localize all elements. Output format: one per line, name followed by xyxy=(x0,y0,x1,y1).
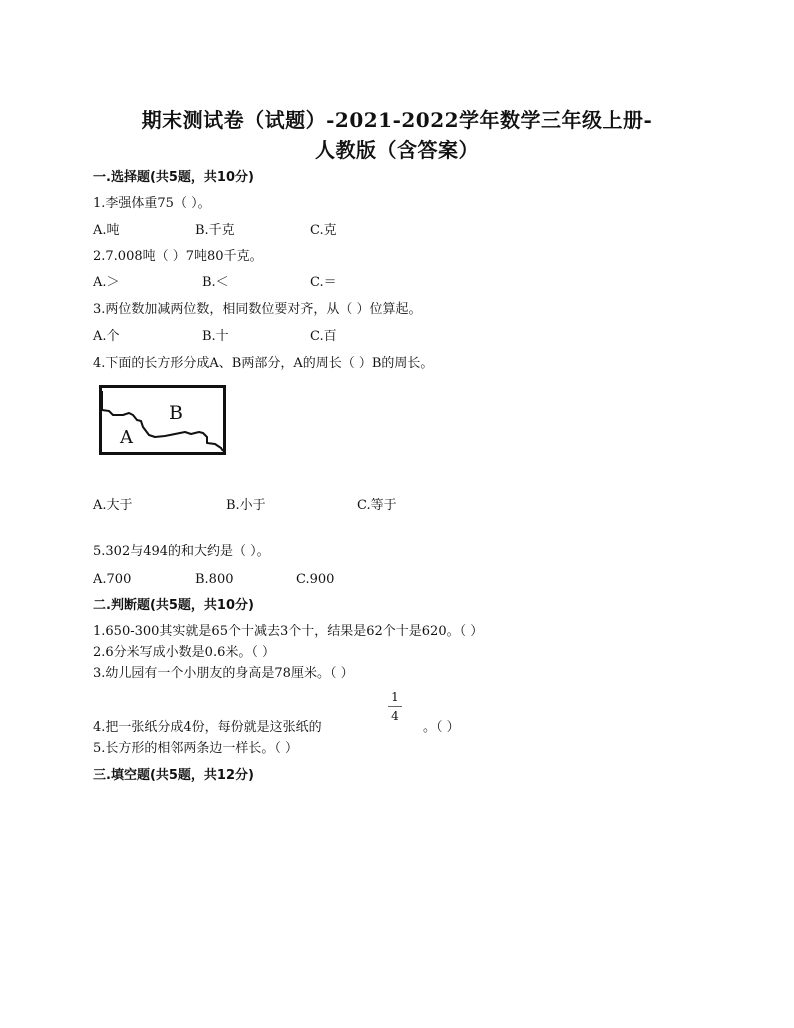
figure-label-a: A xyxy=(120,427,133,448)
fraction-bar xyxy=(388,706,402,707)
choice-3-option-a: A.个 xyxy=(93,329,120,344)
choice-3-option-c: C.百 xyxy=(310,329,337,344)
judge-question-1: 1.650-300其实就是65个十减去3个十，结果是62个十是620。（ ） xyxy=(93,624,484,639)
judge-question-4-text: 4.把一张纸分成4份，每份就是这张纸的 xyxy=(93,720,322,735)
fraction-one-quarter xyxy=(388,690,402,723)
choice-3-option-b: B.十 xyxy=(202,329,229,344)
section-heading-choice: 一.选择题(共5题，共10分) xyxy=(93,170,254,185)
choice-4-option-a: A.大于 xyxy=(93,498,133,513)
choice-4-option-c: C.等于 xyxy=(357,498,397,513)
figure-label-b: B xyxy=(169,402,183,424)
choice-4-option-b: B.小于 xyxy=(226,498,266,513)
judge-question-2: 2.6分米写成小数是0.6米。（ ） xyxy=(93,645,275,660)
choice-2-option-c: C.＝ xyxy=(310,275,337,290)
rectangle-division-figure xyxy=(99,385,227,455)
choice-5-option-c: C.900 xyxy=(296,572,335,587)
choice-question-4: 4.下面的长方形分成A、B两部分，A的周长（ ）B的周长。 xyxy=(93,356,434,371)
section-heading-judge: 二.判断题(共5题，共10分) xyxy=(93,598,254,613)
judge-question-4-tail: 。（ ） xyxy=(423,720,460,735)
page-title-line2: 人教版（含答案） xyxy=(315,138,479,162)
choice-question-1: 1.李强体重75（ ）。 xyxy=(93,196,211,211)
choice-2-option-b: B.＜ xyxy=(202,275,229,290)
choice-question-3: 3.两位数加减两位数，相同数位要对齐，从（ ）位算起。 xyxy=(93,302,422,317)
choice-5-option-a: A.700 xyxy=(93,572,132,587)
choice-1-option-b: B.千克 xyxy=(195,223,235,238)
choice-1-option-c: C.克 xyxy=(310,223,337,238)
choice-2-option-a: A.＞ xyxy=(93,275,120,290)
judge-question-3: 3.幼儿园有一个小朋友的身高是78厘米。（ ） xyxy=(93,666,354,681)
choice-5-option-b: B.800 xyxy=(195,572,234,587)
section-heading-fill: 三.填空题(共5题，共12分) xyxy=(93,768,254,783)
choice-question-2: 2.7.008吨（ ）7吨80千克。 xyxy=(93,249,263,264)
fraction-numerator: 1 xyxy=(391,690,399,704)
choice-question-5: 5.302与494的和大约是（ ）。 xyxy=(93,544,270,559)
page-title-line1: 期末测试卷（试题）-2021-2022学年数学三年级上册- xyxy=(141,108,653,132)
fraction-denominator: 4 xyxy=(391,709,399,723)
choice-1-option-a: A.吨 xyxy=(93,223,120,238)
judge-question-5: 5.长方形的相邻两条边一样长。（ ） xyxy=(93,741,299,756)
